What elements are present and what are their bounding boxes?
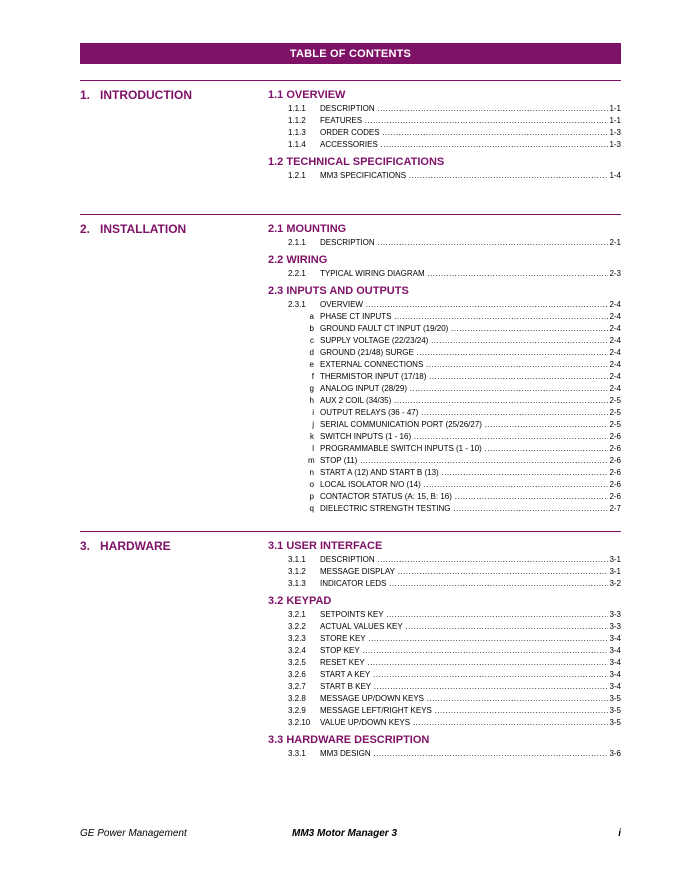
toc-entry[interactable] [268,419,621,431]
entry-text: LOCAL ISOLATOR N/O (14) ..... [320,479,621,491]
entry-page: 2-4 [609,300,621,309]
toc-entry[interactable] [268,383,621,395]
chapter-block [80,80,621,180]
entry-page: 3-4 [609,658,621,667]
entry-page: 3-1 [609,567,621,576]
page-footer [80,828,621,842]
entry-text: SETPOINTS KEY ..... [320,609,621,621]
entry-letter: j [312,420,314,429]
entry-text: MESSAGE UP/DOWN KEYS ..... [320,693,621,705]
section-title[interactable]: 1.1 OVERVIEW [268,89,346,101]
entry-page: 3-1 [609,555,621,564]
entry-page: 3-5 [609,718,621,727]
entry-number: 3.1.3 [288,579,306,588]
entry-page: 2-6 [609,492,621,501]
entry-text: DIELECTRIC STRENGTH TESTING ..... [320,503,621,515]
chapter-name: INSTALLATION [100,222,187,236]
entry-number: 3.2.9 [288,706,306,715]
entry-number: 1.1.3 [288,128,306,137]
entry-page: 1-1 [609,116,621,125]
chapter-block [80,214,621,513]
entry-text: OVERVIEW ..... [320,299,621,311]
entry-text: DESCRIPTION ..... [320,554,621,566]
entry-page: 2-6 [609,444,621,453]
toc-entry[interactable] [268,299,621,311]
entry-text: MM3 DESIGN ..... [320,748,621,760]
entry-text: MM3 SPECIFICATIONS ..... [320,170,621,182]
toc-entry[interactable] [268,139,621,151]
entry-text: GROUND FAULT CT INPUT (19/20) ..... [320,323,621,335]
entry-page: 2-4 [609,336,621,345]
entry-page: 1-1 [609,104,621,113]
entry-page: 3-2 [609,579,621,588]
entry-page: 2-5 [609,396,621,405]
entry-number: 3.2.2 [288,622,306,631]
entry-text: PHASE CT INPUTS ..... [320,311,621,323]
chapter-number: 2. [80,222,91,236]
entry-page: 2-6 [609,480,621,489]
toc-entry[interactable] [268,170,621,182]
entry-letter: f [311,372,314,381]
entry-page: 2-4 [609,312,621,321]
entry-number: 2.3.1 [288,300,306,309]
entry-page: 2-3 [609,269,621,278]
toc-entry[interactable] [268,311,621,323]
entry-page: 1-3 [609,140,621,149]
entry-text: INDICATOR LEDS ..... [320,578,621,590]
toc-entry[interactable] [268,681,621,693]
entry-page: 3-4 [609,670,621,679]
toc-entry[interactable] [268,669,621,681]
toc-entry[interactable] [268,657,621,669]
entry-page: 2-5 [609,420,621,429]
entry-number: 2.1.1 [288,238,306,247]
entry-text: START B KEY ..... [320,681,621,693]
toc-entry[interactable] [268,335,621,347]
entry-page: 2-5 [609,408,621,417]
entry-number: 3.2.5 [288,658,306,667]
entry-page: 2-6 [609,432,621,441]
chapter-sections [268,222,621,515]
entry-letter: n [309,468,314,477]
entry-text: START A (12) AND START B (13) ..... [320,467,621,479]
entry-number: 3.2.10 [288,718,311,727]
entry-letter: o [309,480,314,489]
toc-entry[interactable] [268,323,621,335]
footer-company: GE Power Management [80,828,187,839]
chapter-divider [80,80,621,81]
section-title[interactable]: 3.1 USER INTERFACE [268,540,383,552]
entry-text: STOP KEY ..... [320,645,621,657]
toc-entry[interactable] [268,115,621,127]
toc-entry[interactable] [268,407,621,419]
entry-letter: b [309,324,314,333]
toc-entry[interactable] [268,578,621,590]
toc-entry[interactable] [268,566,621,578]
entry-text: PROGRAMMABLE SWITCH INPUTS (1 - 10) ..... [320,443,621,455]
section-title[interactable]: 3.3 HARDWARE DESCRIPTION [268,734,430,746]
entry-text: STOP (11) ..... [320,455,621,467]
entry-number: 1.1.1 [288,104,306,113]
entry-text: OUTPUT RELAYS (36 - 47) ..... [320,407,621,419]
chapter-block [80,531,621,758]
entry-page: 3-4 [609,682,621,691]
entry-letter: k [310,432,314,441]
section-title[interactable]: 1.2 TECHNICAL SPECIFICATIONS [268,156,445,168]
toc-entry[interactable] [268,717,621,729]
entry-text: STORE KEY ..... [320,633,621,645]
entry-number: 1.2.1 [288,171,306,180]
entry-letter: l [312,444,314,453]
entry-page: 2-4 [609,360,621,369]
entry-text: THERMISTOR INPUT (17/18) ..... [320,371,621,383]
entry-number: 1.1.2 [288,116,306,125]
entry-text: ANALOG INPUT (28/29) ..... [320,383,621,395]
entry-number: 1.1.4 [288,140,306,149]
toc-entry[interactable] [268,503,621,515]
entry-number: 3.2.4 [288,646,306,655]
entry-text: START A KEY ..... [320,669,621,681]
entry-number: 3.2.3 [288,634,306,643]
entry-text: ACCESSORIES ..... [320,139,621,151]
chapter-divider [80,214,621,215]
entry-text: AUX 2 COIL (34/35) ..... [320,395,621,407]
entry-page: 2-4 [609,372,621,381]
entry-page: 3-4 [609,634,621,643]
entry-letter: d [309,348,314,357]
entry-text: GROUND (21/48) SURGE ..... [320,347,621,359]
entry-page: 3-4 [609,646,621,655]
entry-page: 2-6 [609,468,621,477]
chapter-number: 1. [80,88,91,102]
entry-letter: a [309,312,314,321]
entry-text: SERIAL COMMUNICATION PORT (25/26/27) ..... [320,419,621,431]
entry-page: 2-4 [609,324,621,333]
toc-entry[interactable] [268,748,621,760]
entry-number: 3.2.1 [288,610,306,619]
entry-number: 2.2.1 [288,269,306,278]
entry-text: DESCRIPTION ..... [320,103,621,115]
entry-number: 3.2.8 [288,694,306,703]
toc-entry[interactable] [268,491,621,503]
entry-page: 3-5 [609,706,621,715]
entry-letter: c [310,336,314,345]
chapter-divider [80,531,621,532]
toc-entry[interactable] [268,455,621,467]
footer-product: MM3 Motor Manager 3 [292,828,398,839]
entry-page: 1-4 [609,171,621,180]
chapter-heading[interactable] [80,539,171,553]
section-title[interactable]: 3.2 KEYPAD [268,595,332,607]
entry-letter: g [309,384,314,393]
toc-entry[interactable] [268,347,621,359]
toc-entry[interactable] [268,479,621,491]
entry-letter: p [309,492,314,501]
entry-number: 3.1.1 [288,555,306,564]
toc-entry[interactable] [268,268,621,280]
entry-page: 3-3 [609,622,621,631]
chapter-heading[interactable] [80,222,186,236]
entry-text: SUPPLY VOLTAGE (22/23/24) ..... [320,335,621,347]
toc-entry[interactable] [268,237,621,249]
entry-letter: h [309,396,314,405]
chapter-number: 3. [80,539,91,553]
toc-entry[interactable] [268,554,621,566]
entry-letter: m [308,456,315,465]
entry-number: 3.2.6 [288,670,306,679]
entry-text: FEATURES ..... [320,115,621,127]
entry-text: ORDER CODES ..... [320,127,621,139]
chapter-name: INTRODUCTION [100,88,192,102]
entry-text: CONTACTOR STATUS (A: 15, B: 16) ..... [320,491,621,503]
entry-page: 3-3 [609,610,621,619]
entry-page: 2-7 [609,504,621,513]
toc-entry[interactable] [268,633,621,645]
entry-page: 2-1 [609,238,621,247]
toc-entry[interactable] [268,443,621,455]
section-title[interactable]: 2.1 MOUNTING [268,223,347,235]
entry-page: 3-6 [609,749,621,758]
entry-text: VALUE UP/DOWN KEYS ..... [320,717,621,729]
chapter-sections [268,539,621,760]
entry-text: MESSAGE LEFT/RIGHT KEYS ..... [320,705,621,717]
entry-page: 3-5 [609,694,621,703]
chapter-sections [268,88,621,182]
entry-text: MESSAGE DISPLAY ..... [320,566,621,578]
entry-number: 3.1.2 [288,567,306,576]
toc-entry[interactable] [268,467,621,479]
entry-page: 1-3 [609,128,621,137]
toc-entry[interactable] [268,371,621,383]
entry-letter: q [309,504,314,513]
toc-entry[interactable] [268,395,621,407]
entry-text: SWITCH INPUTS (1 - 16) ..... [320,431,621,443]
entry-text: ACTUAL VALUES KEY ..... [320,621,621,633]
chapter-heading[interactable] [80,88,192,102]
toc-entry[interactable] [268,431,621,443]
entry-text: EXTERNAL CONNECTIONS ..... [320,359,621,371]
toc-entry[interactable] [268,609,621,621]
entry-number: 3.2.7 [288,682,306,691]
chapter-name: HARDWARE [100,539,171,553]
entry-text: DESCRIPTION ..... [320,237,621,249]
entry-text: TYPICAL WIRING DIAGRAM ..... [320,268,621,280]
toc-entry[interactable] [268,621,621,633]
footer-page-number: i [618,828,621,839]
toc-entry[interactable] [268,103,621,115]
entry-page: 2-4 [609,348,621,357]
toc-entry[interactable] [268,705,621,717]
entry-letter: e [309,360,314,369]
entry-text: RESET KEY ..... [320,657,621,669]
toc-entry[interactable] [268,359,621,371]
section-title[interactable]: 2.3 INPUTS AND OUTPUTS [268,285,409,297]
toc-entry[interactable] [268,693,621,705]
entry-number: 3.3.1 [288,749,306,758]
toc-entry[interactable] [268,645,621,657]
toc-title: TABLE OF CONTENTS [80,43,621,64]
toc-entry[interactable] [268,127,621,139]
entry-page: 2-6 [609,456,621,465]
section-title[interactable]: 2.2 WIRING [268,254,328,266]
entry-letter: i [312,408,314,417]
entry-page: 2-4 [609,384,621,393]
